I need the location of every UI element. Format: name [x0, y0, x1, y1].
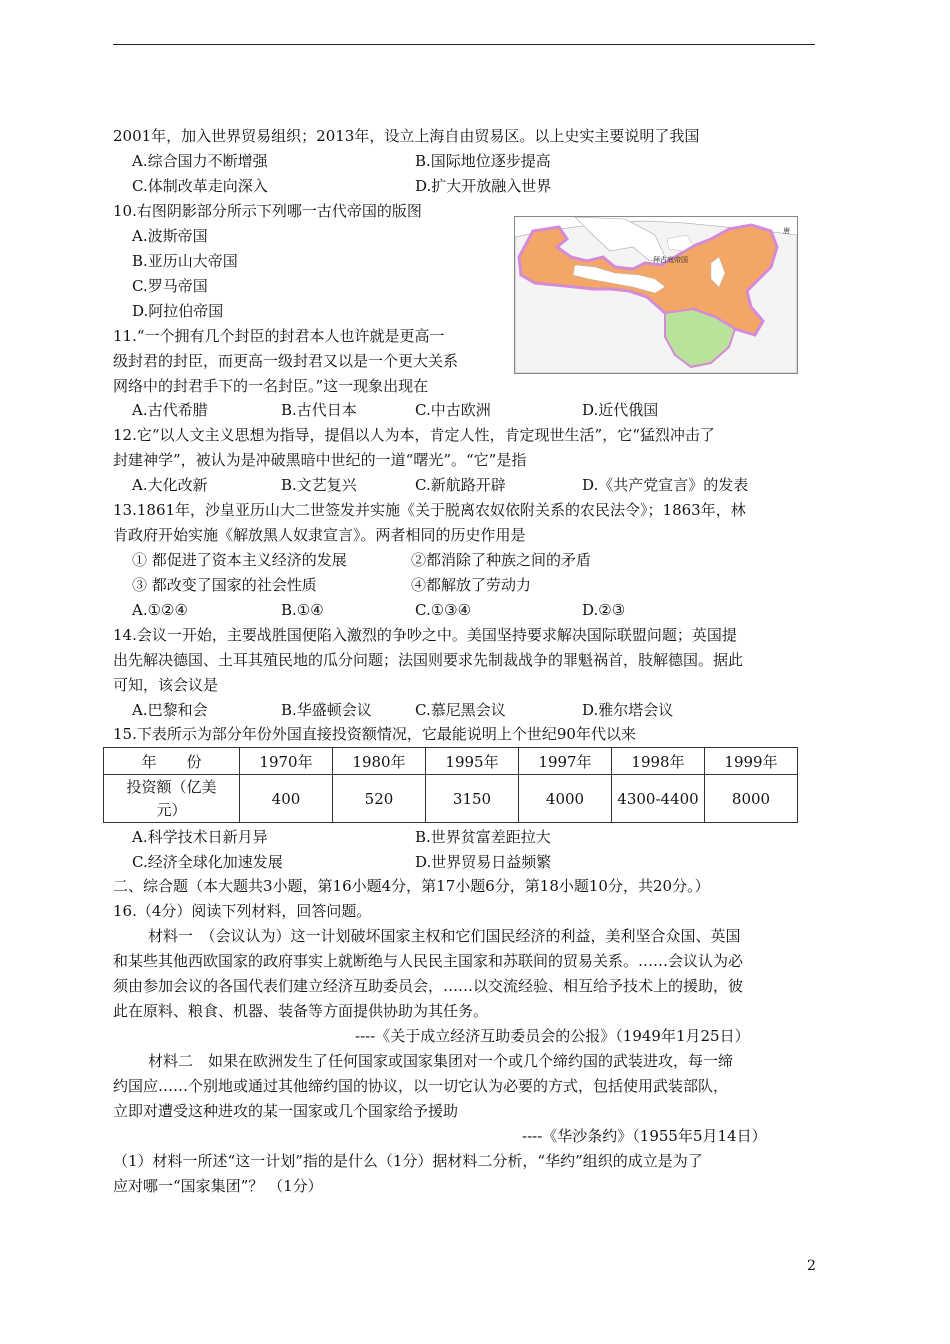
- q10-stem: 10.右图阴影部分所示下列哪一古代帝国的版图: [113, 202, 422, 220]
- empire-map: [514, 216, 798, 374]
- table-cell: 1998年: [612, 748, 705, 775]
- table-row-label: [104, 775, 240, 823]
- table-header-year: 年 份: [104, 748, 240, 775]
- q9-option-d: D.扩大开放融入世界: [415, 177, 552, 195]
- table-row-label-2: 元）: [156, 800, 187, 819]
- q14-line-3: 可知，该会议是: [113, 676, 219, 694]
- q13-item-1: ① 都促进了资本主义经济的发展: [132, 551, 347, 569]
- q13-item-3: ③ 都改变了国家的社会性质: [132, 576, 317, 594]
- q15-option-b: B.世界贫富差距拉大: [415, 828, 551, 846]
- table-cell: 4300-4400: [612, 775, 705, 823]
- q13-item-4: ④都解放了劳动力: [411, 576, 532, 594]
- q11-option-b: B.古代日本: [281, 401, 357, 419]
- table-cell: 3150: [426, 775, 519, 823]
- q13-line-2: 肯政府开始实施《解放黑人奴隶宣言》。两者相同的历史作用是: [113, 526, 526, 544]
- q15-option-a: A.科学技术日新月异: [132, 828, 268, 846]
- q14-option-a: A.巴黎和会: [132, 701, 208, 719]
- table-row-label-1: 投资额（亿美: [126, 777, 217, 796]
- q10-option-d: D.阿拉伯帝国: [132, 302, 224, 320]
- q11-option-c: C.中古欧洲: [415, 401, 491, 419]
- q12-option-d: D.《共产党宣言》的发表: [582, 476, 749, 494]
- q11-option-d: D.近代俄国: [582, 401, 659, 419]
- q12-option-c: C.新航路开辟: [415, 476, 506, 494]
- q12-option-b: B.文艺复兴: [281, 476, 357, 494]
- q15-option-d: D.世界贸易日益频繁: [415, 853, 552, 871]
- header-rule: [113, 44, 815, 45]
- q11-line-1: 11.“一个拥有几个封臣的封君本人也许就是更高一: [113, 327, 445, 345]
- q12-line-1: 12.它“以人文主义思想为指导，提倡以人为本，肯定人性，肯定现世生活”，它“猛烈冲击了: [113, 426, 715, 444]
- q13-option-b: B.①④: [281, 601, 324, 619]
- table-cell: 400: [240, 775, 333, 823]
- q14-line-2: 出先解决德国、土耳其殖民地的瓜分问题；法国则要求先制裁战争的罪魁祸首，肢解德国。据此: [113, 651, 744, 669]
- map-label-tang: 唐: [783, 227, 790, 235]
- q12-option-a: A.大化改新: [132, 476, 208, 494]
- table-cell: 1970年: [240, 748, 333, 775]
- q16-material-1-line-3: 须由参加会议的各国代表们建立经济互助委员会，……以交流经验、相互给予技术上的援助，彼: [113, 977, 744, 995]
- table-row: [104, 775, 798, 823]
- q15-option-c: C.经济全球化加速发展: [132, 853, 283, 871]
- q16-material-1-line-4: 此在原料、粮食、机器、装备等方面提供协助为其任务。: [113, 1002, 489, 1020]
- table-cell: 1980年: [333, 748, 426, 775]
- table-cell: 1999年: [705, 748, 798, 775]
- q11-line-3: 网络中的封君手下的一名封臣。”这一现象出现在: [113, 377, 429, 395]
- q14-option-b: B.华盛顿会议: [281, 701, 372, 719]
- q14-line-1: 14.会议一开始，主要战胜国便陷入激烈的争吵之中。美国坚持要求解决国际联盟问题；英国提: [113, 626, 737, 644]
- q16-question-line-2: 应对哪一“国家集团”？ （1分）: [113, 1177, 323, 1195]
- q16-material-2-source: ----《华沙条约》（1955年5月14日）: [522, 1127, 767, 1145]
- empire-map-drawing: [515, 217, 797, 373]
- q12-line-2: 封建神学”，被认为是冲破黑暗中世纪的一道“曙光”。“它”是指: [113, 451, 527, 469]
- q14-option-d: D.雅尔塔会议: [582, 701, 674, 719]
- table-cell: 520: [333, 775, 426, 823]
- q16-material-2-line-2: 约国应……个别地或通过其他缔约国的协议，以一切它认为必要的方式，包括使用武装部队，: [113, 1077, 729, 1095]
- table-cell: 4000: [519, 775, 612, 823]
- q10-option-b: B.亚历山大帝国: [132, 252, 238, 270]
- q15-stem: 15.下表所示为部分年份外国直接投资额情况，它最能说明上个世纪90年代以来: [113, 725, 636, 743]
- q9-option-c: C.体制改革走向深入: [132, 177, 268, 195]
- q9-option-b: B.国际地位逐步提高: [415, 152, 551, 170]
- q16-material-2-line-3: 立即对遭受这种进攻的某一国家或几个国家给予援助: [113, 1102, 459, 1120]
- q16-material-1-line-2: 和某些其他西欧国家的政府事实上就断绝与人民民主国家和苏联间的贸易关系。……会议认为必: [113, 952, 744, 970]
- table-cell: 1997年: [519, 748, 612, 775]
- q9-stem: 2001年，加入世界贸易组织；2013年，设立上海自由贸易区。以上史实主要说明了我国: [113, 127, 700, 145]
- q10-option-a: A.波斯帝国: [132, 227, 208, 245]
- q13-option-a: A.①②④: [132, 601, 188, 619]
- page-number: 2: [807, 1258, 816, 1274]
- map-label-byzantine: 拜占庭帝国: [653, 256, 688, 264]
- investment-table: [103, 747, 798, 823]
- q11-option-a: A.古代希腊: [132, 401, 208, 419]
- q13-option-c: C.①③④: [415, 601, 472, 619]
- section-two-heading: 二、综合题（本大题共3小题，第16小题4分，第17小题6分，第18小题10分，共20分。）: [113, 877, 710, 895]
- q11-line-2: 级封君的封臣，而更高一级封君又以是一个更大关系: [113, 352, 459, 370]
- q14-option-c: C.慕尼黑会议: [415, 701, 506, 719]
- q16-stem: 16.（4分）阅读下列材料，回答问题。: [113, 902, 372, 920]
- q13-item-2: ②都消除了种族之间的矛盾: [411, 551, 592, 569]
- table-cell: 8000: [705, 775, 798, 823]
- q9-option-a: A.综合国力不断增强: [132, 152, 268, 170]
- q13-line-1: 13.1861年，沙皇亚历山大二世签发并实施《关于脱离农奴依附关系的农民法令》；1863年，林: [113, 501, 746, 519]
- q16-material-1-source: ----《关于成立经济互助委员会的公报》（1949年1月25日）: [355, 1027, 750, 1045]
- table-row: [104, 748, 798, 775]
- q16-material-2-line-1: 材料二 如果在欧洲发生了任何国家或国家集团对一个或几个缔约国的武装进攻，每一缔: [148, 1052, 734, 1070]
- table-cell: 1995年: [426, 748, 519, 775]
- q13-option-d: D.②③: [582, 601, 626, 619]
- q16-material-1-line-1: 材料一 （会议认为）这一计划破坏国家主权和它们国民经济的利益，美利坚合众国、英国: [148, 927, 741, 945]
- q10-option-c: C.罗马帝国: [132, 277, 208, 295]
- q16-question-line-1: （1）材料一所述“这一计划”指的是什么（1分）据材料二分析，“华约”组织的成立是为了: [113, 1152, 703, 1170]
